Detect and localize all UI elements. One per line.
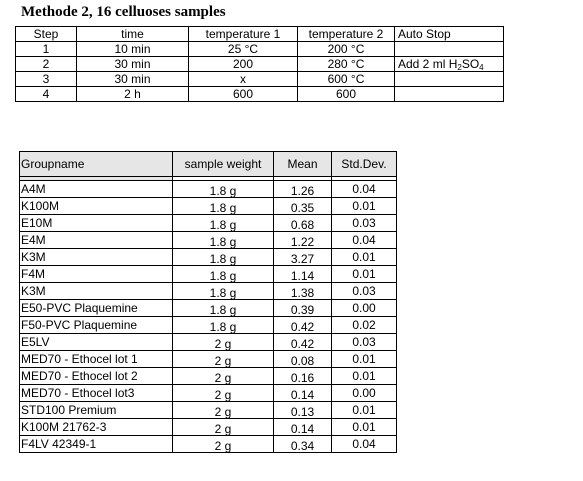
- table-cell: 0.01: [332, 368, 397, 385]
- table-cell: MED70 - Ethocel lot 1: [20, 351, 173, 368]
- table-row: [20, 283, 397, 300]
- table-row: [16, 72, 504, 87]
- table-cell: STD100 Premium: [20, 402, 173, 419]
- steps-header-row: [16, 27, 504, 42]
- table-cell: 2 g: [173, 436, 274, 453]
- table-cell: K3M: [20, 249, 173, 266]
- steps-column-header: temperature 1: [189, 27, 298, 42]
- table-cell: 0.16: [274, 368, 332, 385]
- table-cell: 3.27: [274, 249, 332, 266]
- table-cell: F4LV 42349-1: [20, 436, 173, 453]
- table-cell: [395, 72, 504, 87]
- table-row: [20, 300, 397, 317]
- table-cell: K3M: [20, 283, 173, 300]
- table-row: [20, 266, 397, 283]
- table-cell: 1.8 g: [173, 317, 274, 334]
- table-cell: 0.42: [274, 317, 332, 334]
- table-cell: 1.8 g: [173, 198, 274, 215]
- table-row: [16, 57, 504, 72]
- table-row: [20, 249, 397, 266]
- table-cell: 2 g: [173, 351, 274, 368]
- table-cell: 0.00: [332, 300, 397, 317]
- groups-column-header: Mean: [274, 152, 332, 177]
- table-cell: 0.42: [274, 334, 332, 351]
- table-row: [20, 334, 397, 351]
- table-cell: 0.01: [332, 249, 397, 266]
- table-cell: 2 g: [173, 368, 274, 385]
- table-cell: 0.03: [332, 215, 397, 232]
- table-row: [20, 385, 397, 402]
- table-row: [20, 198, 397, 215]
- table-cell: K100M 21762-3: [20, 419, 173, 436]
- table-cell: 600: [298, 87, 395, 102]
- table-cell: 0.35: [274, 198, 332, 215]
- steps-column-header: time: [77, 27, 189, 42]
- table-cell: 600 °C: [298, 72, 395, 87]
- table-cell: 0.01: [332, 266, 397, 283]
- table-row: [20, 436, 397, 453]
- table-row: [20, 402, 397, 419]
- table-cell: 1.8 g: [173, 300, 274, 317]
- table-cell: 1: [16, 42, 77, 57]
- table-row: [20, 215, 397, 232]
- table-cell: 600: [189, 87, 298, 102]
- table-cell: 2 h: [77, 87, 189, 102]
- table-cell: 1.22: [274, 232, 332, 249]
- table-cell: 1.8 g: [173, 232, 274, 249]
- table-cell: K100M: [20, 198, 173, 215]
- table-cell: 2 g: [173, 334, 274, 351]
- table-cell: 0.04: [332, 181, 397, 198]
- table-cell: 200 °C: [298, 42, 395, 57]
- table-cell: 0.39: [274, 300, 332, 317]
- table-cell: MED70 - Ethocel lot3: [20, 385, 173, 402]
- table-row: [16, 87, 504, 102]
- celluose-results-table: [19, 151, 397, 453]
- table-row: [20, 317, 397, 334]
- document-title: Methode 2, 16 celluoses samples: [21, 4, 226, 20]
- table-cell: x: [189, 72, 298, 87]
- table-cell: 0.02: [332, 317, 397, 334]
- table-cell: 2 g: [173, 385, 274, 402]
- table-cell: 1.8 g: [173, 249, 274, 266]
- table-cell: 4: [16, 87, 77, 102]
- table-cell: 1.8 g: [173, 283, 274, 300]
- table-cell: Add 2 ml $H_2SO_4$: [395, 57, 504, 72]
- table-cell: E5LV: [20, 334, 173, 351]
- table-cell: 30 min: [77, 57, 189, 72]
- table-cell: 0.01: [332, 402, 397, 419]
- table-cell: 0.01: [332, 419, 397, 436]
- table-cell: F4M: [20, 266, 173, 283]
- table-cell: 3: [16, 72, 77, 87]
- table-row: [20, 351, 397, 368]
- table-cell: E10M: [20, 215, 173, 232]
- table-cell: 1.8 g: [173, 215, 274, 232]
- table-cell: A4M: [20, 181, 173, 198]
- table-row: [20, 368, 397, 385]
- table-cell: 200: [189, 57, 298, 72]
- table-cell: 0.14: [274, 419, 332, 436]
- table-cell: 0.01: [332, 351, 397, 368]
- table-cell: 1.26: [274, 181, 332, 198]
- table-cell: 0.04: [332, 436, 397, 453]
- table-cell: MED70 - Ethocel lot 2: [20, 368, 173, 385]
- table-cell: 280 °C: [298, 57, 395, 72]
- table-cell: 10 min: [77, 42, 189, 57]
- table-cell: 0.13: [274, 402, 332, 419]
- method-steps-table: [15, 26, 504, 102]
- table-cell: 0.04: [332, 232, 397, 249]
- table-cell: 0.01: [332, 198, 397, 215]
- table-cell: 1.8 g: [173, 181, 274, 198]
- table-cell: 25 °C: [189, 42, 298, 57]
- table-row: [20, 419, 397, 436]
- table-cell: 30 min: [77, 72, 189, 87]
- groups-column-header: sample weight: [173, 152, 274, 177]
- table-cell: 0.03: [332, 283, 397, 300]
- steps-column-header: Auto Stop: [395, 27, 504, 42]
- table-cell: 0.34: [274, 436, 332, 453]
- table-cell: 1.14: [274, 266, 332, 283]
- table-cell: [395, 42, 504, 57]
- table-cell: 1.38: [274, 283, 332, 300]
- steps-column-header: temperature 2: [298, 27, 395, 42]
- table-row: [20, 181, 397, 198]
- table-cell: 0.08: [274, 351, 332, 368]
- table-cell: 2 g: [173, 419, 274, 436]
- table-cell: 0.00: [332, 385, 397, 402]
- table-cell: E50-PVC Plaquemine: [20, 300, 173, 317]
- steps-column-header: Step: [16, 27, 77, 42]
- groups-column-header: Std.Dev.: [332, 152, 397, 177]
- table-cell: [395, 87, 504, 102]
- groups-column-header: Groupname: [20, 152, 173, 177]
- groups-header-row: [20, 152, 397, 177]
- table-cell: 2 g: [173, 402, 274, 419]
- table-cell: E4M: [20, 232, 173, 249]
- table-row: [16, 42, 504, 57]
- table-cell: 0.14: [274, 385, 332, 402]
- table-cell: F50-PVC Plaquemine: [20, 317, 173, 334]
- table-cell: 1.8 g: [173, 266, 274, 283]
- table-cell: 0.03: [332, 334, 397, 351]
- table-cell: 0.68: [274, 215, 332, 232]
- table-cell: 2: [16, 57, 77, 72]
- table-row: [20, 232, 397, 249]
